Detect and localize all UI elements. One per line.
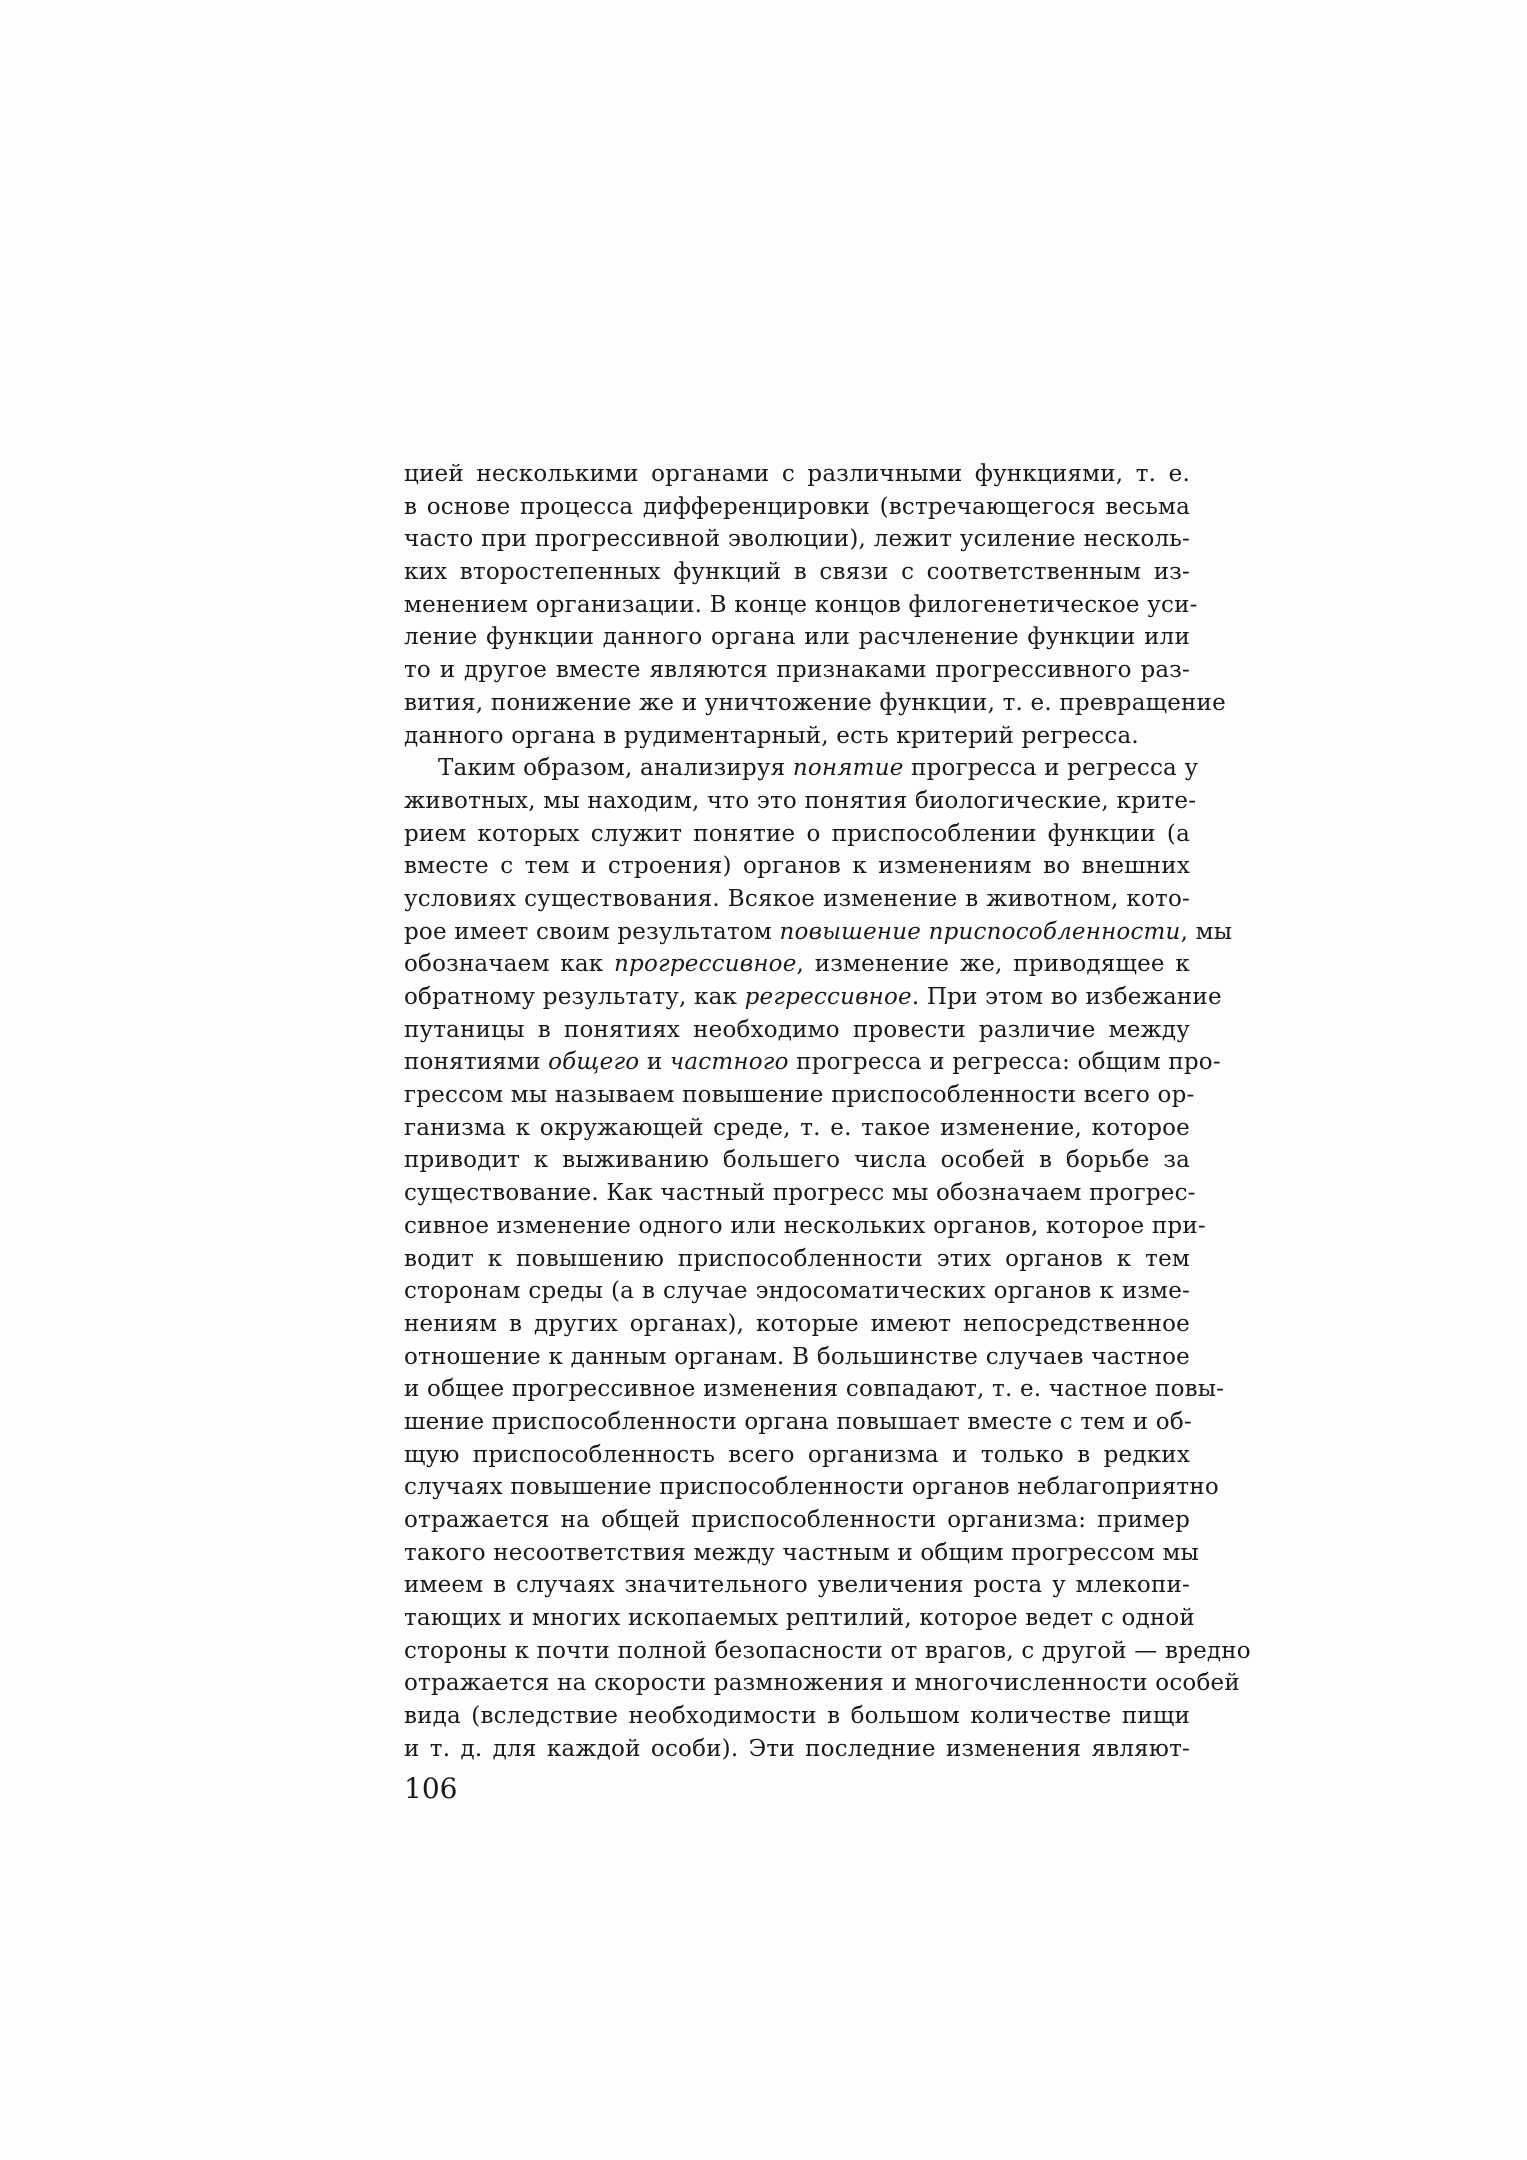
text-line [404,948,1190,981]
text-line: ких второстепенных функций в связи с соответственным из- [404,559,1190,586]
italic-span: общего [548,1049,640,1076]
text-line: приводит к выживанию большего числа особей в борьбе за [404,1147,1190,1174]
text-line [404,752,1199,785]
text-line: рием которых служит понятие о приспособлении функции (а [404,820,1190,847]
text-line: тающих и многих ископаемых рептилий, которое ведет с одной [404,1605,1195,1632]
text-line: шение приспособленности органа повышает вместе с тем и об- [404,1408,1192,1435]
text-line: ганизма к окружающей среде, т. е. такое изменение, которое [404,1114,1190,1141]
text-line: щую приспособленность всего организма и только в редких [404,1441,1190,1468]
text-line: и общее прогрессивное изменения совпадают, т. е. частное повы- [404,1376,1225,1403]
text-span: и [639,1049,670,1076]
text-line: путаницы в понятиях необходимо провести различие между [404,1016,1190,1043]
text-line: то и другое вместе являются признаками прогрессивного раз- [404,657,1190,684]
text-line: менением организации. В конце концов филогенетическое уси- [404,591,1198,618]
text-line: водит к повышению приспособленности этих органов к тем [404,1245,1190,1272]
text-span: понятиями [404,1049,549,1076]
text-line: ление функции данного органа или расчленение функции или [404,624,1190,651]
text-line: нениям в других органах), которые имеют непосредственное [404,1310,1190,1337]
text-line: такого несоответствия между частным и общим прогрессом мы [404,1539,1200,1566]
text-line: сивное изменение одного или нескольких органов, которое при- [404,1212,1206,1239]
text-span: прогресса и регресса: общим про- [788,1049,1221,1076]
text-span: . При этом во избежание [911,984,1222,1010]
text-line: существование. Как частный прогресс мы обозначаем прогрес- [404,1180,1196,1207]
italic-span: регрессивное [744,984,912,1010]
italic-span: прогрессивное [614,951,797,978]
text-line: и т. д. для каждой особи). Эти последние изменения являют- [404,1735,1190,1762]
body-text [404,458,1251,1766]
text-line: животных, мы находим, что это понятия биологические, крите- [404,787,1197,814]
text-span: обозначаем как [404,951,615,978]
text-line: в основе процесса дифференцировки (встречающегося весьма [404,493,1190,520]
italic-span: повышение приспособленности [779,918,1181,945]
text-line: случаях повышение приспособленности органов неблагоприятно [404,1474,1219,1501]
text-line: отношение к данным органам. В большинстве случаев частное [404,1343,1190,1370]
text-span: , мы [1180,918,1233,945]
page-number: 106 [404,1772,458,1805]
text-line: грессом мы называем повышение приспособленности всего ор- [404,1082,1195,1109]
text-span: , изменение же, приводящее к [796,951,1190,978]
text-line [404,916,1233,949]
text-line: вида (вследствие необходимости в большом количестве пищи [404,1703,1190,1730]
text-line: условиях существования. Всякое изменение в животном, кото- [404,885,1190,912]
text-line: данного органа в рудиментарный, есть критерий регресса. [404,722,1139,749]
italic-span: понятие [792,755,904,782]
text-span: рое имеет своим результатом [404,918,780,945]
text-span: обратному результату, как [404,984,745,1010]
text-line: имеем в случаях значительного увеличения роста у млекопи- [404,1572,1190,1599]
text-line: отражается на общей приспособленности организма: пример [404,1507,1190,1533]
text-line: сторонам среды (а в случае эндосоматических органов к изме- [404,1278,1190,1305]
text-span: прогресса и регресса у [903,755,1199,782]
text-line: вития, понижение же и уничтожение функции, т. е. превращение [404,689,1226,716]
text-span: Таким образом, анализируя [438,755,793,782]
text-line: отражается на скорости размножения и многочисленности особей [404,1670,1240,1697]
text-line: стороны к почти полной безопасности от врагов, с другой — вредно [404,1637,1251,1664]
text-line: вместе с тем и строения) органов к изменениям во внешних [404,853,1190,880]
italic-span: частного [669,1049,789,1076]
text-line [404,981,1222,1014]
text-line [404,1046,1221,1079]
text-line: часто при прогрессивной эволюции), лежит усиление несколь- [404,526,1190,553]
text-line: цией несколькими органами с различными функциями, т. е. [404,461,1190,487]
